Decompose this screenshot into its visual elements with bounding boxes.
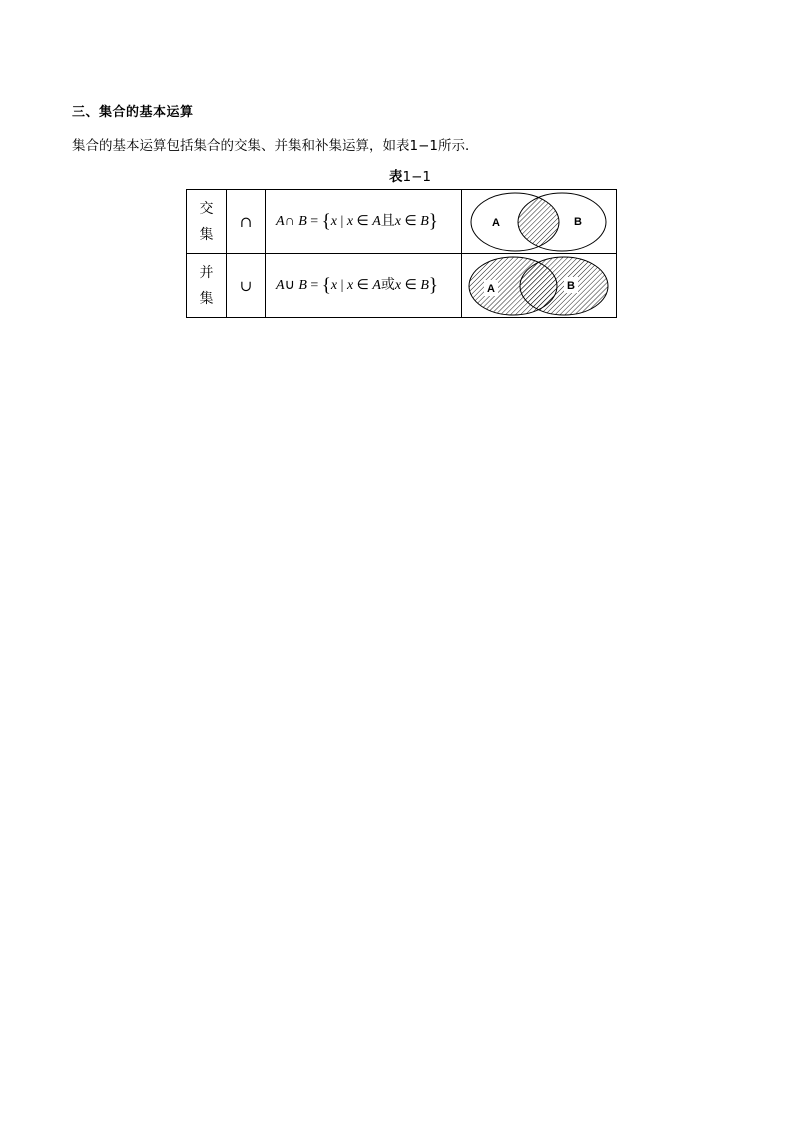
formula-part: x bbox=[346, 214, 354, 229]
formula-part: ∈ bbox=[353, 278, 373, 293]
formula-part: } bbox=[428, 211, 438, 232]
intersection-venn-diagram bbox=[462, 190, 616, 253]
operation-symbol: ∩ bbox=[227, 190, 266, 254]
formula-part: A bbox=[276, 214, 285, 229]
formula-part: x bbox=[330, 278, 338, 293]
formula-part: x bbox=[330, 214, 337, 229]
formula-part: ∈ bbox=[401, 214, 421, 229]
formula-part: 且 bbox=[380, 214, 395, 229]
formula-part: { bbox=[321, 275, 331, 296]
formula-part: ∪ bbox=[284, 278, 295, 293]
formula-part: A bbox=[276, 278, 285, 293]
formula-part: B bbox=[298, 278, 307, 293]
set-a-label: A bbox=[492, 217, 500, 229]
formula-part: 或 bbox=[380, 278, 395, 293]
formula-part: ∈ bbox=[353, 214, 373, 229]
venn-cell bbox=[462, 190, 617, 254]
set-b-label: B bbox=[574, 216, 582, 228]
operation-symbol: ∪ bbox=[227, 254, 266, 318]
section-heading: 三、集合的基本运算 bbox=[72, 105, 194, 120]
operation-name-char: 集 bbox=[199, 226, 214, 243]
table-caption-number: 1−1 bbox=[402, 169, 431, 185]
formula-part: B bbox=[420, 214, 429, 229]
operation-name-cell bbox=[187, 254, 227, 318]
formula-part: } bbox=[428, 275, 439, 296]
operation-name-char: 并 bbox=[199, 264, 214, 281]
formula-part: B bbox=[420, 278, 429, 293]
intro-paragraph: 集合的基本运算包括集合的交集、并集和补集运算，如表1−1所示． bbox=[72, 138, 479, 154]
union-venn-diagram bbox=[462, 254, 616, 317]
set-operations-table bbox=[186, 189, 617, 318]
formula-part: { bbox=[321, 211, 331, 232]
operation-name-cell bbox=[187, 190, 227, 254]
formula-part: | bbox=[337, 278, 347, 293]
formula-part: ∈ bbox=[401, 278, 421, 293]
table-row-union bbox=[187, 254, 617, 318]
formula-part: = bbox=[306, 278, 322, 293]
set-b-label: B bbox=[567, 280, 575, 292]
formula-part: x bbox=[394, 278, 402, 293]
formula-part: ∩ bbox=[284, 214, 295, 229]
formula-part: x bbox=[394, 214, 402, 229]
table-caption bbox=[389, 165, 431, 185]
set-a-label: A bbox=[487, 283, 495, 295]
formula-part: A bbox=[372, 214, 381, 229]
table-row-intersection bbox=[187, 190, 617, 254]
operation-formula bbox=[266, 254, 462, 318]
formula-part: = bbox=[306, 214, 322, 229]
operation-name-char: 集 bbox=[199, 290, 214, 307]
formula-part: x bbox=[346, 278, 354, 293]
formula-part: | bbox=[337, 214, 347, 229]
operation-formula bbox=[266, 190, 462, 254]
operation-name-char: 交 bbox=[199, 200, 214, 217]
formula-part: A bbox=[372, 278, 381, 293]
formula-part: B bbox=[298, 214, 307, 229]
table-caption-prefix: 表 bbox=[389, 169, 403, 185]
venn-cell bbox=[462, 254, 617, 318]
